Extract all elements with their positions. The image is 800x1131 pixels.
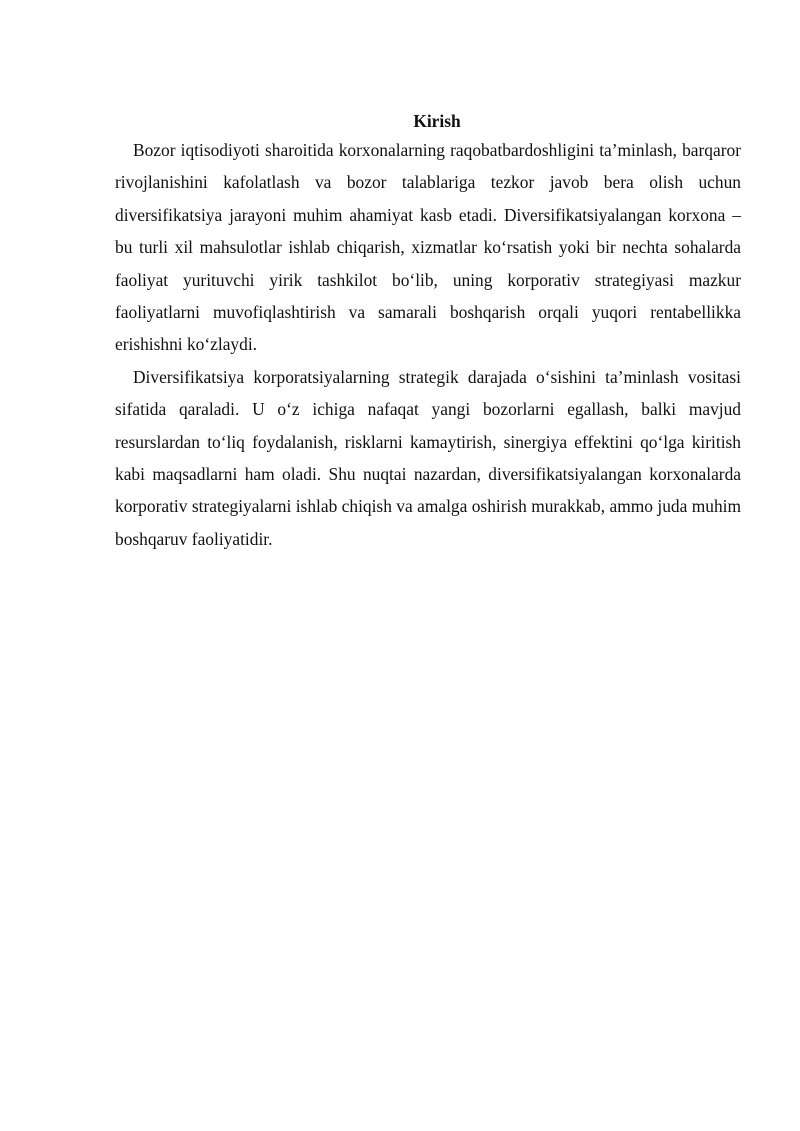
paragraph-intro: Bozor iqtisodiyoti sharoitida korxonalarning raqobatbardoshligini ta’minlash, barqaror rivojlanishini kafolatlash va bozor talablariga tezkor javob bera olish uchun diversifikatsiya jarayoni muhim ahamiyat kasb etadi. Diversifikatsiyalangan korxona – bu turli xil mahsulotlar ishlab chiqarish, xizmatlar ko‘rsatish yoki bir nechta sohalarda faoliyat yurituvchi yirik tashkilot bo‘lib, uning korporativ strategiyasi mazkur faoliyatlarni muvofiqlashtirish va samarali boshqarish orqali yuqori rentabellikka erishishni ko‘zlaydi.: [115, 140, 741, 355]
paragraph-diversification: Diversifikatsiya korporatsiyalarning strategik darajada o‘sishini ta’minlash vositasi sifatida qaraladi. U o‘z ichiga nafaqat yangi bozorlarni egallash, balki mavjud resurslardan to‘liq foydalanish, risklarni kamaytirish, sinergiya effektini qo‘lga kiritish kabi maqsadlarni ham oladi. Shu nuqtai nazardan, diversifikatsiyalangan korxonalarda korporativ strategiyalarni ishlab chiqish va amalga oshirish murakkab, ammo juda muhim boshqaruv faoliyatidir.: [115, 366, 741, 549]
document-body: [115, 108, 741, 555]
section-title: Kirish: [413, 111, 461, 131]
